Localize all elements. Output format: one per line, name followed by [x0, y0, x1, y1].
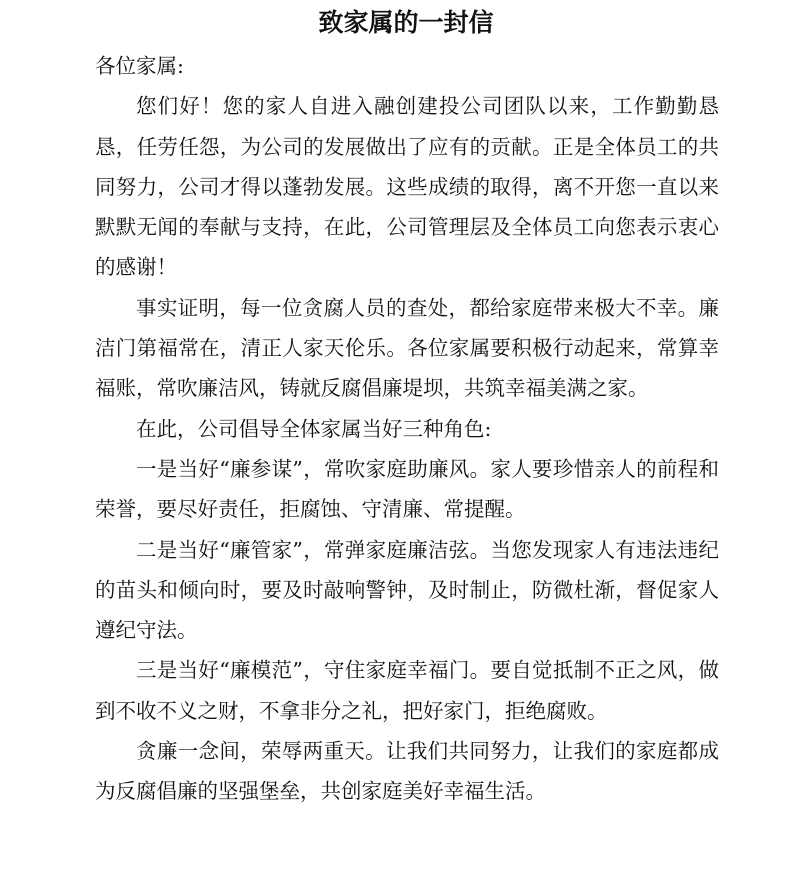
- paragraph-role-model: 三是当好“廉模范”，守住家庭幸福门。要自觉抵制不正之风，做到不收不义之财，不拿非分之礼，把好家门，拒绝腐败。: [95, 658, 719, 723]
- paragraph-roles-intro: 在此，公司倡导全体家属当好三种角色:: [136, 416, 492, 441]
- letter-title: 致家属的一封信: [318, 8, 494, 37]
- paragraph-role-advisor: 一是当好“廉参谋”，常吹家庭助廉风。家人要珍惜亲人的前程和荣誉，要尽好责任，拒腐蚀、守清廉、常提醒。: [95, 456, 719, 522]
- paragraph-closing: 贪廉一念间，荣辱两重天。让我们共同努力，让我们的家庭都成为反腐倡廉的坚强堡垒，共创家庭美好幸福生活。: [95, 739, 719, 804]
- paragraph-role-steward: 二是当好“廉管家”，常弹家庭廉洁弦。当您发现家人有违法违纪的苗头和倾向时，要及时敲响警钟，及时制止，防微杜渐，督促家人遵纪守法。: [95, 537, 719, 643]
- paragraph-facts: 事实证明，每一位贪腐人员的查处，都给家庭带来极大不幸。廉洁门第福常在，清正人家天伦乐。各位家属要积极行动起来，常算幸福账，常吹廉洁风，铸就反腐倡廉堤坝，共筑幸福美满之家。: [95, 295, 719, 401]
- salutation: 各位家属:: [95, 54, 184, 78]
- paragraph-thanks: 您们好！您的家人自进入融创建投公司团队以来，工作勤勤恳恳，任劳任怨，为公司的发展做出了应有的贡献。正是全体员工的共同努力，公司才得以蓬勃发展。这些成绩的取得，离不开您一直以来默默无闻的奉献与支持，在此，公司管理层及全体员工向您表示衷心的感谢！: [95, 94, 719, 280]
- letter-body: [95, 46, 719, 812]
